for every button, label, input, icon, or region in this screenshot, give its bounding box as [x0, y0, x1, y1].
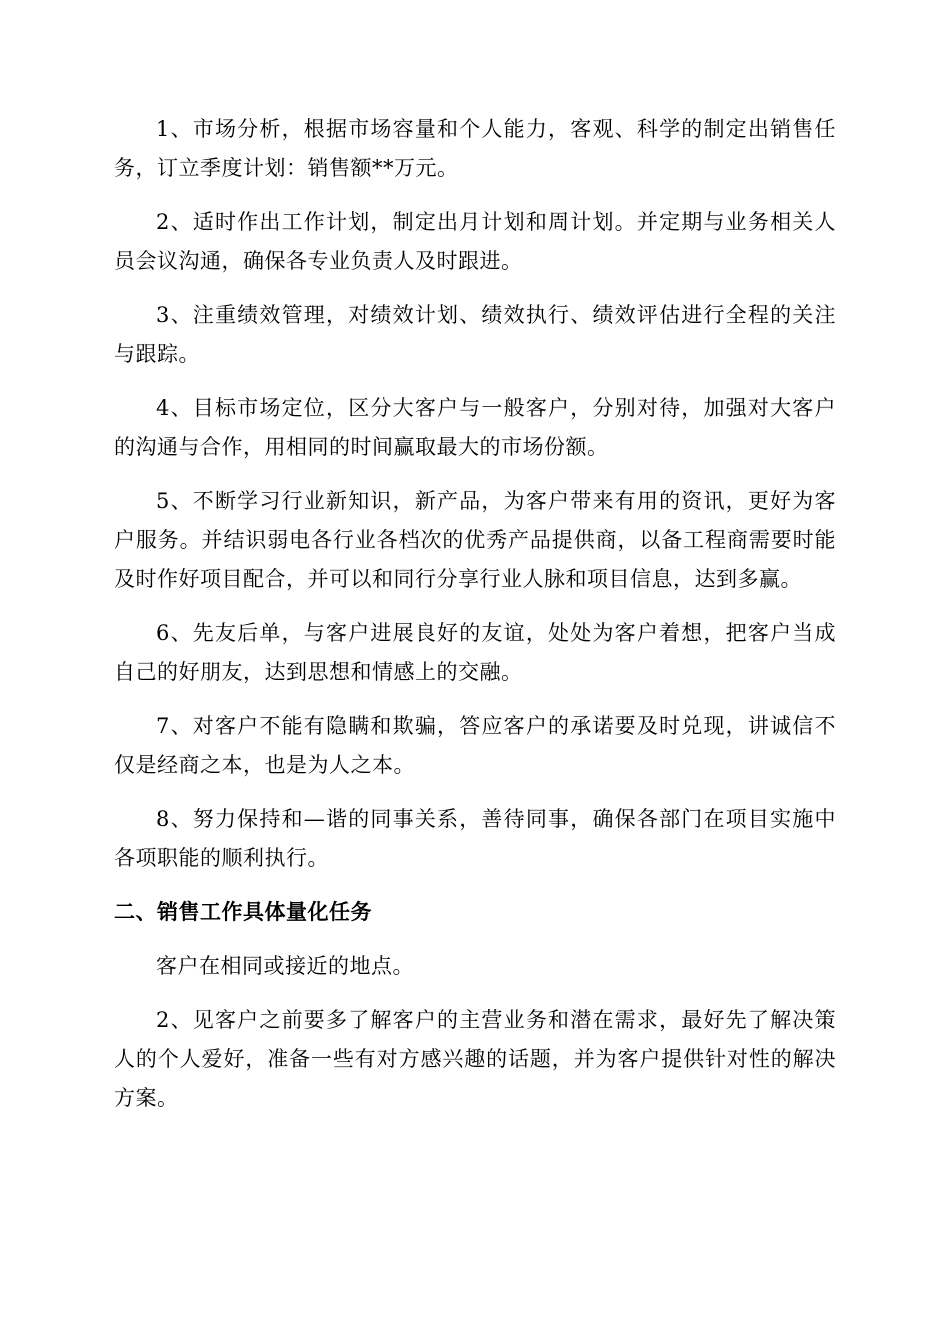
document-page [114, 110, 836, 1118]
paragraph-4: 4、目标市场定位，区分大客户与一般客户，分别对待，加强对大客户的沟通与合作，用相同的时间赢取最大的市场份额。 [114, 396, 836, 459]
paragraph-3: 3、注重绩效管理，对绩效计划、绩效执行、绩效评估进行全程的关注与跟踪。 [114, 303, 836, 366]
paragraph-9: 客户在相同或接近的地点。 [156, 954, 414, 978]
paragraph-1: 1、市场分析，根据市场容量和个人能力，客观、科学的制定出销售任务，订立季度计划：销售额**万元。 [114, 117, 836, 180]
paragraph-8: 8、努力保持和—谐的同事关系，善待同事，确保各部门在项目实施中各项职能的顺利执行。 [114, 807, 836, 870]
paragraph-7: 7、对客户不能有隐瞒和欺骗，答应客户的承诺要及时兑现，讲诚信不仅是经商之本，也是为人之本。 [114, 714, 836, 777]
paragraph-10: 2、见客户之前要多了解客户的主营业务和潜在需求，最好先了解决策人的个人爱好，准备一些有对方感兴趣的话题，并为客户提供针对性的解决方案。 [114, 1008, 836, 1110]
paragraph-2: 2、适时作出工作计划，制定出月计划和周计划。并定期与业务相关人员会议沟通，确保各专业负责人及时跟进。 [114, 210, 836, 273]
paragraph-5: 5、不断学习行业新知识，新产品，为客户带来有用的资讯，更好为客户服务。并结识弱电各行业各档次的优秀产品提供商，以备工程商需要时能及时作好项目配合，并可以和同行分享行业人脉和项目信息，达到多赢。 [114, 489, 836, 591]
section-heading: 二、销售工作具体量化任务 [114, 900, 372, 924]
paragraph-6: 6、先友后单，与客户进展良好的友谊，处处为客户着想，把客户当成自己的好朋友，达到思想和情感上的交融。 [114, 621, 836, 684]
